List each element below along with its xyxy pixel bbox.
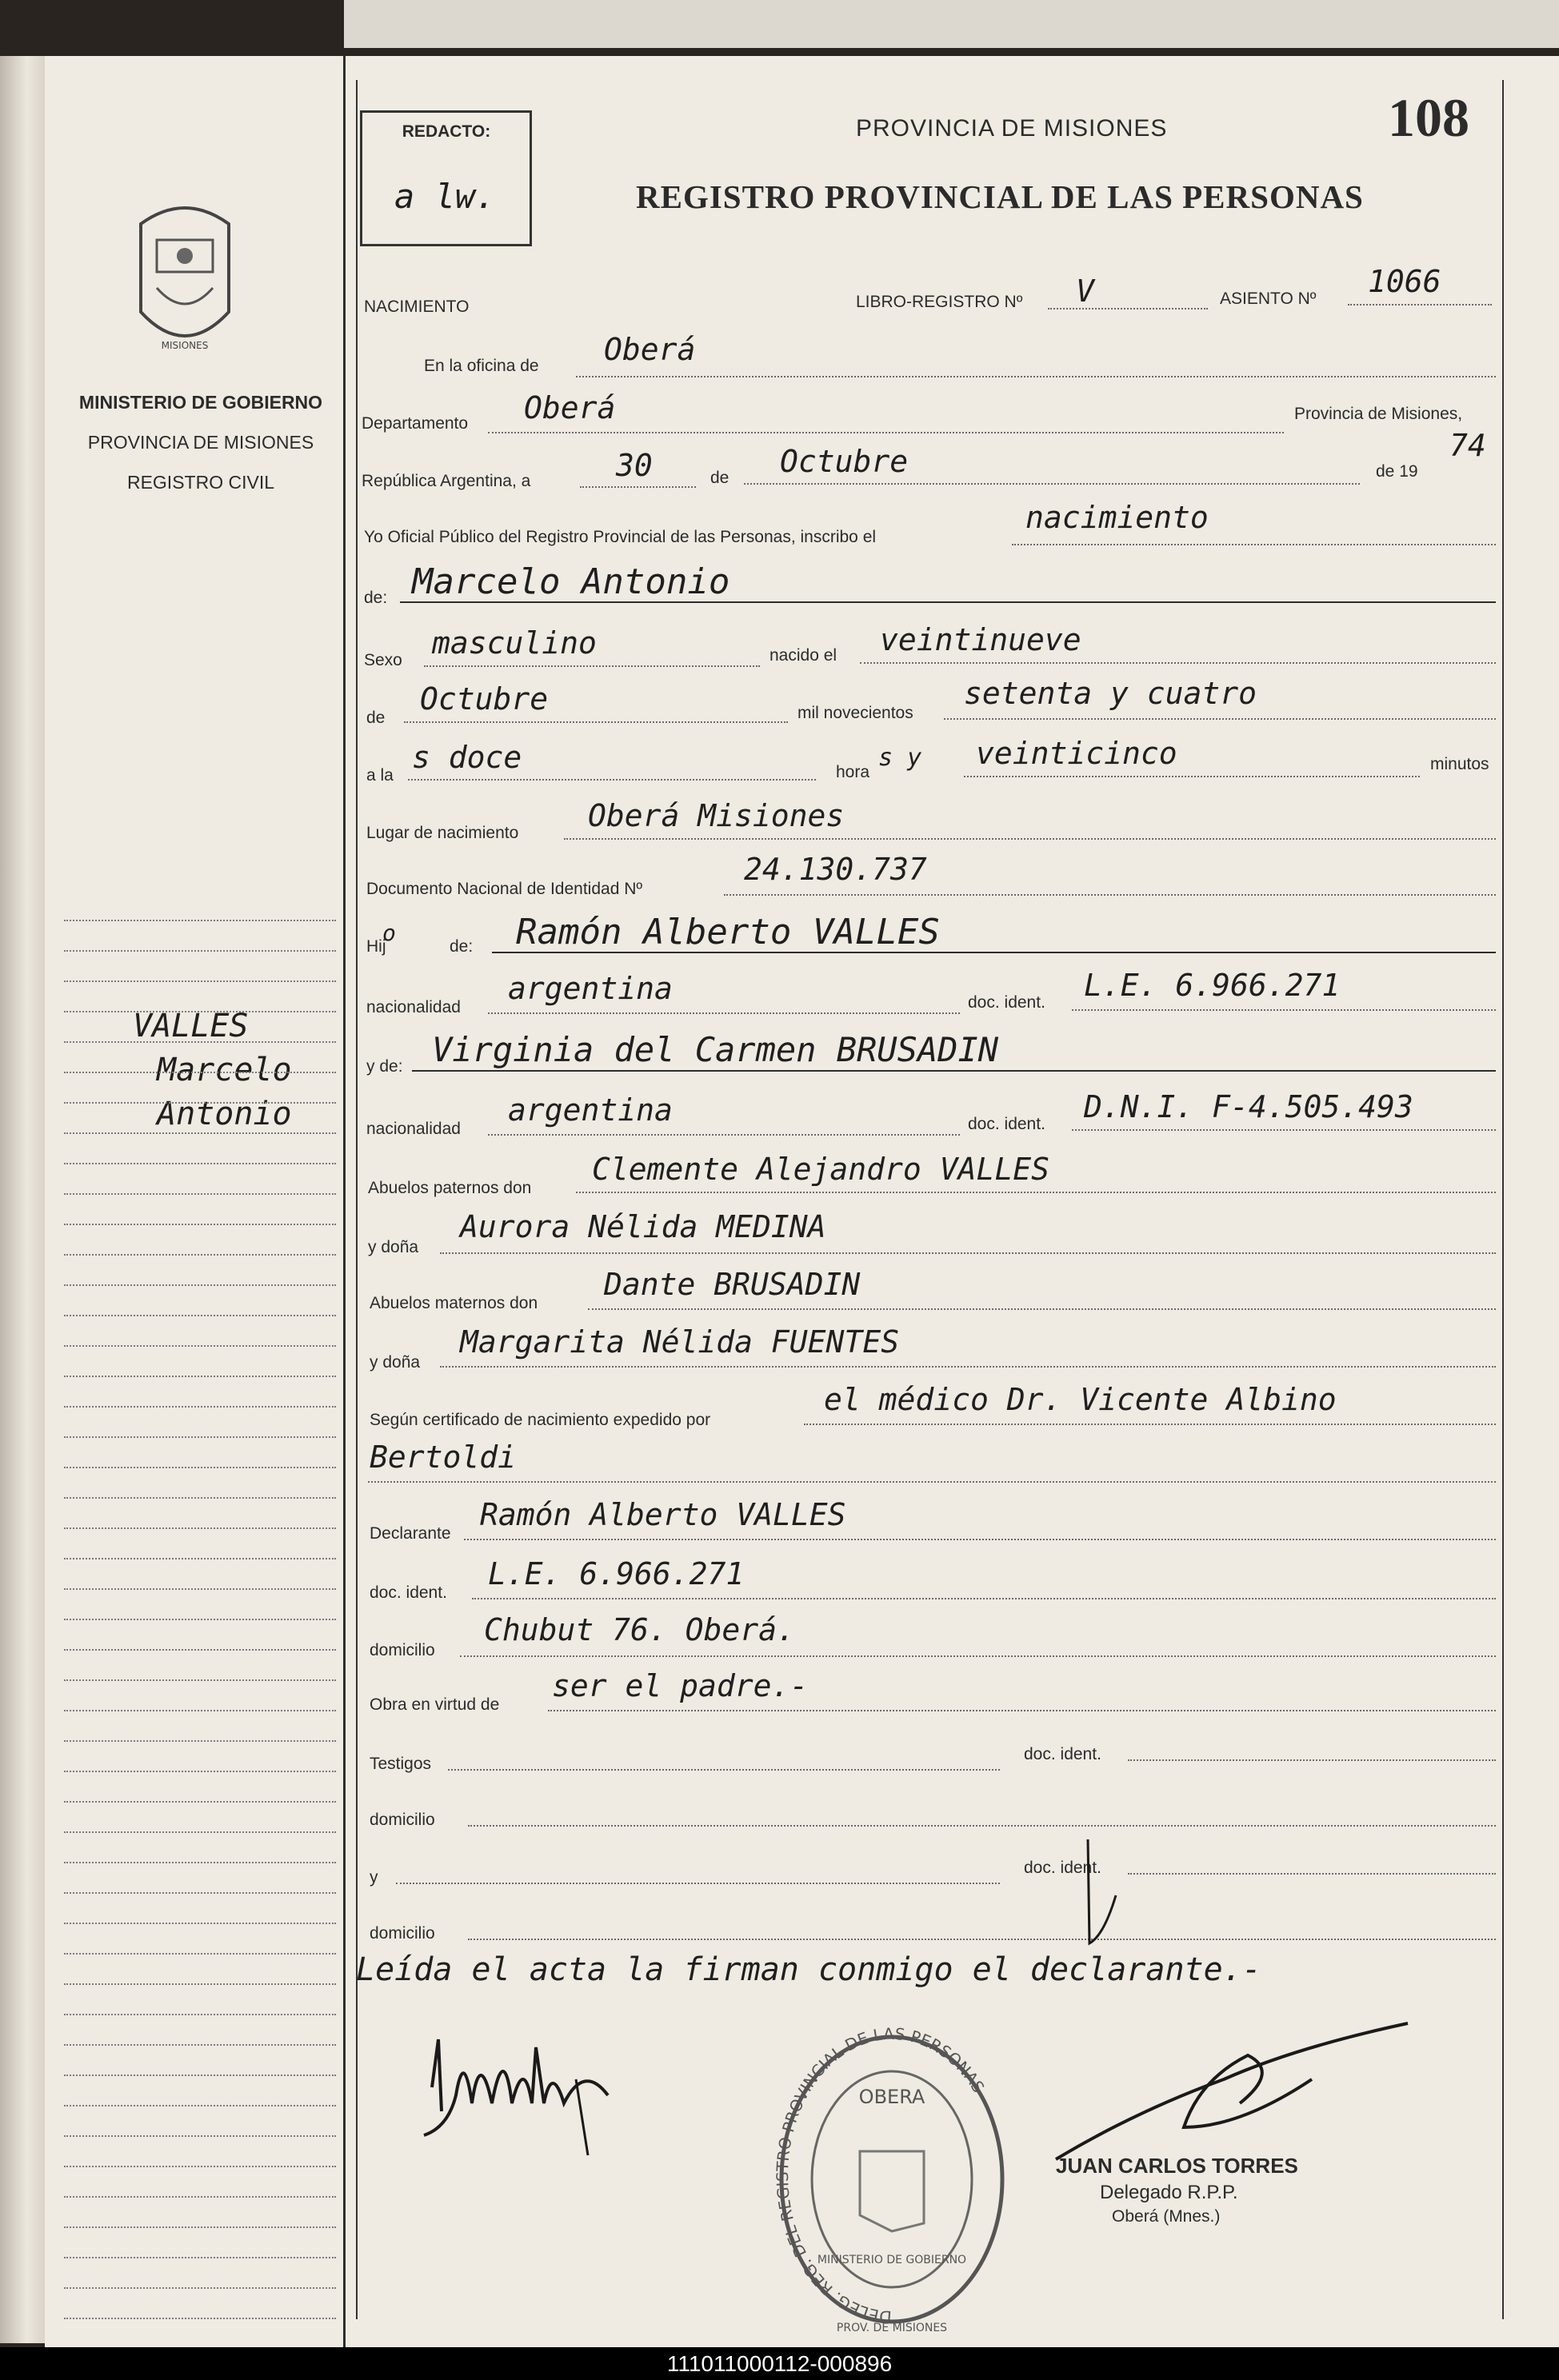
sexo-label: Sexo — [364, 651, 402, 669]
left-ruled-line — [64, 1132, 336, 1134]
left-ruled-line — [64, 1284, 336, 1286]
acto-line — [1012, 544, 1496, 545]
redacto-initials: a lw. — [394, 177, 496, 216]
oficial-label: Yo Oficial Público del Registro Provincial de las Personas, inscribo el — [364, 528, 877, 546]
departamento-line — [488, 432, 1284, 433]
obra-value: ser el padre.- — [552, 1668, 809, 1703]
left-margin-column — [45, 56, 346, 2347]
dni-label: Documento Nacional de Identidad Nº — [366, 880, 643, 898]
libro-line — [1048, 308, 1208, 309]
document-id-footer: 111011000112-000896 — [0, 2347, 1559, 2380]
libro-value: V — [1076, 274, 1094, 309]
margin-surname: VALLES — [133, 1008, 249, 1044]
official-title: Delegado R.P.P. — [1100, 2182, 1238, 2203]
provincial-coat-of-arms-icon — [125, 192, 245, 368]
dni-value: 24.130.737 — [744, 852, 927, 887]
left-ruled-line — [64, 1710, 336, 1711]
declarante-label: Declarante — [370, 1524, 451, 1543]
doc2-value: D.N.I. F-4.505.493 — [1084, 1089, 1413, 1124]
left-ruled-line — [64, 1102, 336, 1104]
margin-firstname: Marcelo — [157, 1052, 292, 1088]
left-ruled-line — [64, 2226, 336, 2228]
abpat-line — [576, 1192, 1496, 1193]
de-label: de — [710, 469, 730, 487]
docid2-label: doc. ident. — [1024, 1745, 1101, 1763]
de19-label: de 19 — [1376, 462, 1418, 481]
svg-text:MISIONES: MISIONES — [161, 340, 209, 351]
left-ruled-line — [64, 1527, 336, 1529]
nac2-label: nacionalidad — [366, 1120, 461, 1138]
official-signature — [1040, 1839, 1456, 2175]
abpat-value: Clemente Alejandro VALLES — [592, 1152, 1049, 1187]
left-ruled-line — [64, 1224, 336, 1225]
cert-value-2: Bertoldi — [370, 1440, 517, 1475]
margin-middlename: Antonio — [157, 1096, 292, 1132]
padre-value: Ramón Alberto VALLES — [516, 912, 940, 952]
left-ruled-line — [64, 1315, 336, 1316]
oficina-label: En la oficina de — [424, 357, 539, 375]
left-ruled-line — [64, 1923, 336, 1924]
cert-value: el médico Dr. Vicente Albino — [824, 1382, 1337, 1417]
sexo-value: masculino — [432, 625, 597, 661]
left-ruled-line — [64, 920, 336, 921]
left-ruled-line — [64, 980, 336, 982]
obra-label: Obra en virtud de — [370, 1695, 500, 1714]
left-ruled-line — [64, 1771, 336, 1772]
left-ruled-line — [64, 1740, 336, 1742]
hijo-gender: o — [382, 920, 396, 946]
libro-label: LIBRO-REGISTRO Nº — [856, 293, 1023, 311]
ydona1-label: y doña — [368, 1238, 419, 1256]
docid-value: L.E. 6.966.271 — [488, 1556, 745, 1591]
nacido-value: veintinueve — [880, 622, 1081, 657]
province-heading: PROVINCIA DE MISIONES — [856, 115, 1168, 142]
minutos-label: minutos — [1430, 755, 1489, 773]
province-label: PROVINCIA DE MISIONES — [87, 432, 314, 453]
ydona2-label: y doña — [370, 1353, 421, 1372]
abmat-line — [588, 1308, 1496, 1310]
left-ruled-line — [64, 1376, 336, 1377]
doc1-line — [1072, 1009, 1496, 1011]
left-ruled-line — [64, 1862, 336, 1863]
registry-seal-stamp — [772, 2023, 1012, 2343]
redacto-box — [360, 110, 532, 246]
left-ruled-line — [64, 2014, 336, 2015]
book-spine — [0, 56, 45, 2343]
stamp-inner-text: MINISTERIO DE GOBIERNO — [817, 2254, 967, 2266]
domicilio3-label: domicilio — [370, 1924, 435, 1943]
abmat-value: Dante BRUSADIN — [604, 1267, 861, 1302]
dia-line — [580, 486, 696, 488]
docid-line — [472, 1598, 1496, 1599]
left-ruled-line — [64, 2196, 336, 2198]
declarante-signature — [416, 2015, 624, 2159]
left-ruled-line — [64, 1163, 336, 1164]
anio-letras-value: setenta y cuatro — [964, 676, 1257, 711]
abpat2-value: Aurora Nélida MEDINA — [460, 1209, 826, 1244]
domicilio-value: Chubut 76. Oberá. — [484, 1612, 795, 1647]
asiento-line — [1348, 304, 1492, 305]
y-label: y — [370, 1868, 378, 1887]
minutos-line — [964, 776, 1420, 777]
ministry-label: MINISTERIO DE GOBIERNO — [78, 392, 323, 413]
left-ruled-line — [64, 1011, 336, 1012]
nacido-line — [860, 662, 1496, 664]
lugar-line — [564, 838, 1496, 840]
abpat2-line — [440, 1252, 1496, 1254]
obra-line — [548, 1710, 1496, 1711]
hora-line — [408, 779, 816, 781]
left-ruled-line — [64, 1497, 336, 1499]
minutos-value: veinticinco — [976, 736, 1177, 771]
madre-line — [412, 1070, 1496, 1072]
official-name: JUAN CARLOS TORRES — [1056, 2154, 1298, 2178]
page-number: 108 — [1388, 87, 1469, 148]
domicilio2-label: domicilio — [370, 1811, 435, 1829]
anio-letras-line — [944, 718, 1496, 720]
departamento-value: Oberá — [524, 390, 616, 425]
left-ruled-line — [64, 1041, 336, 1043]
left-ruled-line — [64, 1193, 336, 1195]
hijo-de-label: de: — [450, 937, 474, 956]
left-ruled-line — [64, 1072, 336, 1073]
mil-label: mil novecientos — [797, 704, 913, 722]
declarante-value: Ramón Alberto VALLES — [480, 1497, 846, 1532]
nombre-label: de: — [364, 589, 388, 607]
left-ruled-line — [64, 1345, 336, 1347]
domicilio-label: domicilio — [370, 1641, 435, 1659]
nac2-line — [488, 1134, 960, 1136]
nacido-label: nacido el — [770, 646, 837, 665]
registry-label: REGISTRO CIVIL — [126, 472, 275, 493]
oficina-line — [576, 376, 1496, 377]
left-ruled-line — [64, 1406, 336, 1408]
lugar-value: Oberá Misiones — [588, 798, 845, 833]
horas-label: hora — [836, 763, 870, 781]
left-ruled-line — [64, 1619, 336, 1620]
left-ruled-line — [64, 1649, 336, 1651]
doc1-value: L.E. 6.966.271 — [1084, 968, 1341, 1003]
svg-text:DELEG. REG. DEL REGISTRO PROVI — [773, 2024, 989, 2326]
testigos-line — [448, 1769, 1000, 1771]
doc1-label: doc. ident. — [968, 993, 1045, 1012]
nac1-label: nacionalidad — [366, 998, 461, 1016]
stamp-ring-text: DELEG. REG. DEL REGISTRO PROVINCIAL DE LAS PERSONAS — [773, 2023, 989, 2327]
de2-label: de — [366, 709, 386, 727]
abpat-label: Abuelos paternos don — [368, 1179, 532, 1197]
cierre-text: Leída el acta la firman conmigo el declarante.- — [356, 1951, 1261, 1988]
nac2-value: argentina — [508, 1092, 673, 1128]
declarante-line — [464, 1539, 1496, 1540]
hora-value: s doce — [412, 740, 522, 775]
official-place: Oberá (Mnes.) — [1112, 2207, 1221, 2226]
left-ruled-line — [64, 1588, 336, 1590]
stamp-top-text: OBERA — [858, 2086, 925, 2108]
republica-label: República Argentina, a — [362, 472, 531, 490]
nac1-value: argentina — [508, 971, 673, 1006]
mes-line — [744, 483, 1360, 485]
domicilio2-line — [468, 1825, 1496, 1827]
madre-value: Virginia del Carmen BRUSADIN — [432, 1030, 999, 1069]
sexo-line — [424, 665, 760, 667]
provincia-suffix: Provincia de Misiones, — [1294, 405, 1463, 423]
dni-line — [724, 894, 1496, 896]
doc2-line — [1072, 1129, 1496, 1131]
asiento-value: 1066 — [1368, 264, 1441, 299]
doc2-label: doc. ident. — [968, 1115, 1045, 1133]
docid-label: doc. ident. — [370, 1583, 447, 1602]
cert-label: Según certificado de nacimiento expedido por — [370, 1411, 711, 1429]
left-ruled-line — [64, 1892, 336, 1894]
left-ruled-line — [64, 1254, 336, 1256]
ala-label: a la — [366, 766, 394, 785]
testigo2-line — [396, 1883, 1000, 1884]
left-ruled-line — [64, 1953, 336, 1955]
lugar-label: Lugar de nacimiento — [366, 824, 519, 842]
docid3-label: doc. ident. — [1024, 1859, 1101, 1877]
left-ruled-line — [64, 2105, 336, 2106]
left-ruled-line — [64, 2135, 336, 2137]
domicilio-line — [460, 1655, 1496, 1657]
acto-value: nacimiento — [1025, 500, 1209, 535]
nacimiento-label: NACIMIENTO — [364, 298, 470, 316]
oficina-value: Oberá — [604, 332, 696, 367]
left-ruled-line — [64, 1558, 336, 1559]
mes-value: Octubre — [780, 444, 909, 479]
dia-value: 30 — [616, 448, 653, 483]
abmat2-line — [440, 1366, 1496, 1368]
asiento-label: ASIENTO Nº — [1220, 290, 1317, 308]
hijo-label: Hij — [366, 937, 386, 956]
left-ruled-line — [64, 2287, 336, 2289]
yde-label: y de: — [366, 1057, 403, 1076]
cert-line-2 — [368, 1481, 1496, 1483]
nombre-value: Marcelo Antonio — [412, 561, 730, 602]
abmat2-value: Margarita Nélida FUENTES — [460, 1324, 900, 1360]
left-ruled-line — [64, 2166, 336, 2167]
mes2-value: Octubre — [420, 681, 549, 717]
left-ruled-line — [64, 1679, 336, 1681]
left-ruled-line — [64, 2075, 336, 2076]
registry-heading: REGISTRO PROVINCIAL DE LAS PERSONAS — [636, 178, 1364, 215]
abmat-label: Abuelos maternos don — [370, 1294, 538, 1312]
docid2-line — [1128, 1759, 1496, 1761]
left-ruled-line — [64, 1436, 336, 1438]
next-page-edge — [344, 0, 1559, 48]
testigos-label: Testigos — [370, 1755, 432, 1773]
left-ruled-line — [64, 1801, 336, 1803]
horas-suffix: s y — [878, 744, 922, 772]
departamento-label: Departamento — [362, 414, 469, 433]
left-ruled-line — [64, 950, 336, 952]
left-ruled-line — [64, 1831, 336, 1833]
left-ruled-line — [64, 1467, 336, 1468]
left-ruled-line — [64, 1983, 336, 1985]
left-ruled-line — [64, 2044, 336, 2046]
mes2-line — [404, 721, 788, 723]
stamp-bottom-text: PROV. DE MISIONES — [836, 2322, 948, 2334]
redacto-label: REDACTO: — [402, 122, 491, 141]
anio-value: 74 — [1449, 428, 1486, 463]
cert-line — [804, 1424, 1496, 1425]
nac1-line — [488, 1012, 960, 1014]
left-ruled-line — [64, 2257, 336, 2258]
left-ruled-line — [64, 2318, 336, 2319]
